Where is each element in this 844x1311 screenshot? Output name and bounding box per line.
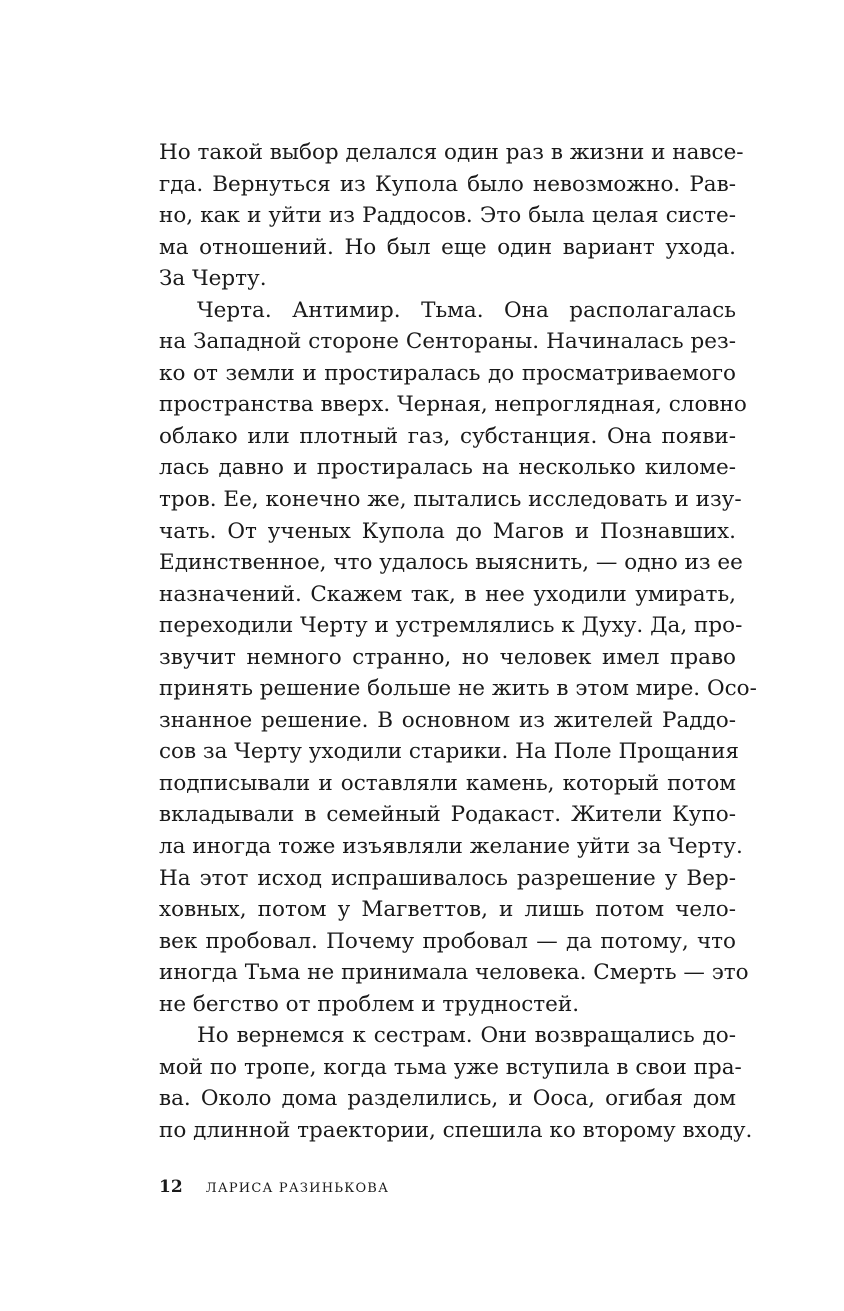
text-line: облако или плотный газ, субстанция. Она появи-: [159, 423, 736, 449]
text-line: иногда Тьма не принимала человека. Смерть — это: [159, 960, 749, 986]
text-line: сов за Черту уходили старики. На Поле Прощания: [159, 739, 739, 765]
text-line: по длинной траектории, спешила ко второму входу.: [159, 1117, 753, 1143]
text-line: вкладывали в семейный Родакаст. Жители Купо-: [159, 802, 736, 828]
text-line: тров. Ее, конечно же, пытались исследовать и изу-: [159, 487, 742, 513]
text-line: ва. Около дома разделились, и Ооса, огибая дом: [159, 1086, 736, 1112]
text-line: переходили Черту и устремлялись к Духу. Да, про-: [159, 613, 743, 639]
text-line: чать. От ученых Купола до Магов и Познавших.: [159, 518, 736, 544]
text-line: не бегство от проблем и трудностей.: [159, 991, 580, 1017]
text-line: но, как и уйти из Раддосов. Это была целая систе-: [159, 203, 736, 229]
text-line: подписывали и оставляли камень, который потом: [159, 770, 736, 796]
text-line: На этот исход испрашивалось разрешение у Вер-: [159, 865, 736, 891]
text-line: Но такой выбор делался один раз в жизни и навсе-: [159, 140, 744, 165]
text-line: За Черту.: [159, 266, 267, 292]
text-line: знанное решение. В основном из жителей Раддо-: [159, 707, 736, 733]
text-line: назначений. Скажем так, в нее уходили умирать,: [159, 581, 736, 607]
text-line: ла иногда тоже изъявляли желание уйти за Черту.: [159, 834, 743, 860]
text-line: Но вернемся к сестрам. Они возвращались до-: [197, 1023, 736, 1049]
text-line: ма отношений. Но был еще один вариант ухода.: [159, 234, 736, 260]
text-line: пространства вверх. Черная, непроглядная, словно: [159, 392, 747, 418]
page-number: 12: [159, 1177, 183, 1197]
running-head-author: ЛАРИСА РАЗИНЬКОВА: [205, 1181, 390, 1196]
text-line: гда. Вернуться из Купола было невозможно. Рав-: [159, 171, 736, 197]
text-line: мой по тропе, когда тьма уже вступила в свои пра-: [159, 1054, 742, 1080]
page-footer: [159, 1177, 389, 1197]
text-line: лась давно и простиралась на несколько киломе-: [159, 455, 736, 481]
body-text: [159, 137, 757, 1147]
text-line: ко от земли и простиралась до просматриваемого: [159, 360, 736, 386]
text-line: на Западной стороне Сентораны. Начиналась рез-: [159, 329, 736, 355]
text-line: Черта. Антимир. Тьма. Она располагалась: [197, 297, 736, 323]
text-line: ховных, потом у Магветтов, и лишь потом чело-: [159, 897, 736, 923]
text-line: Единственное, что удалось выяснить, — одно из ее: [159, 550, 743, 576]
text-line: звучит немного странно, но человек имел право: [159, 644, 736, 670]
text-line: век пробовал. Почему пробовал — да потому, что: [159, 928, 736, 954]
text-line: принять решение больше не жить в этом мире. Осо-: [159, 676, 757, 702]
